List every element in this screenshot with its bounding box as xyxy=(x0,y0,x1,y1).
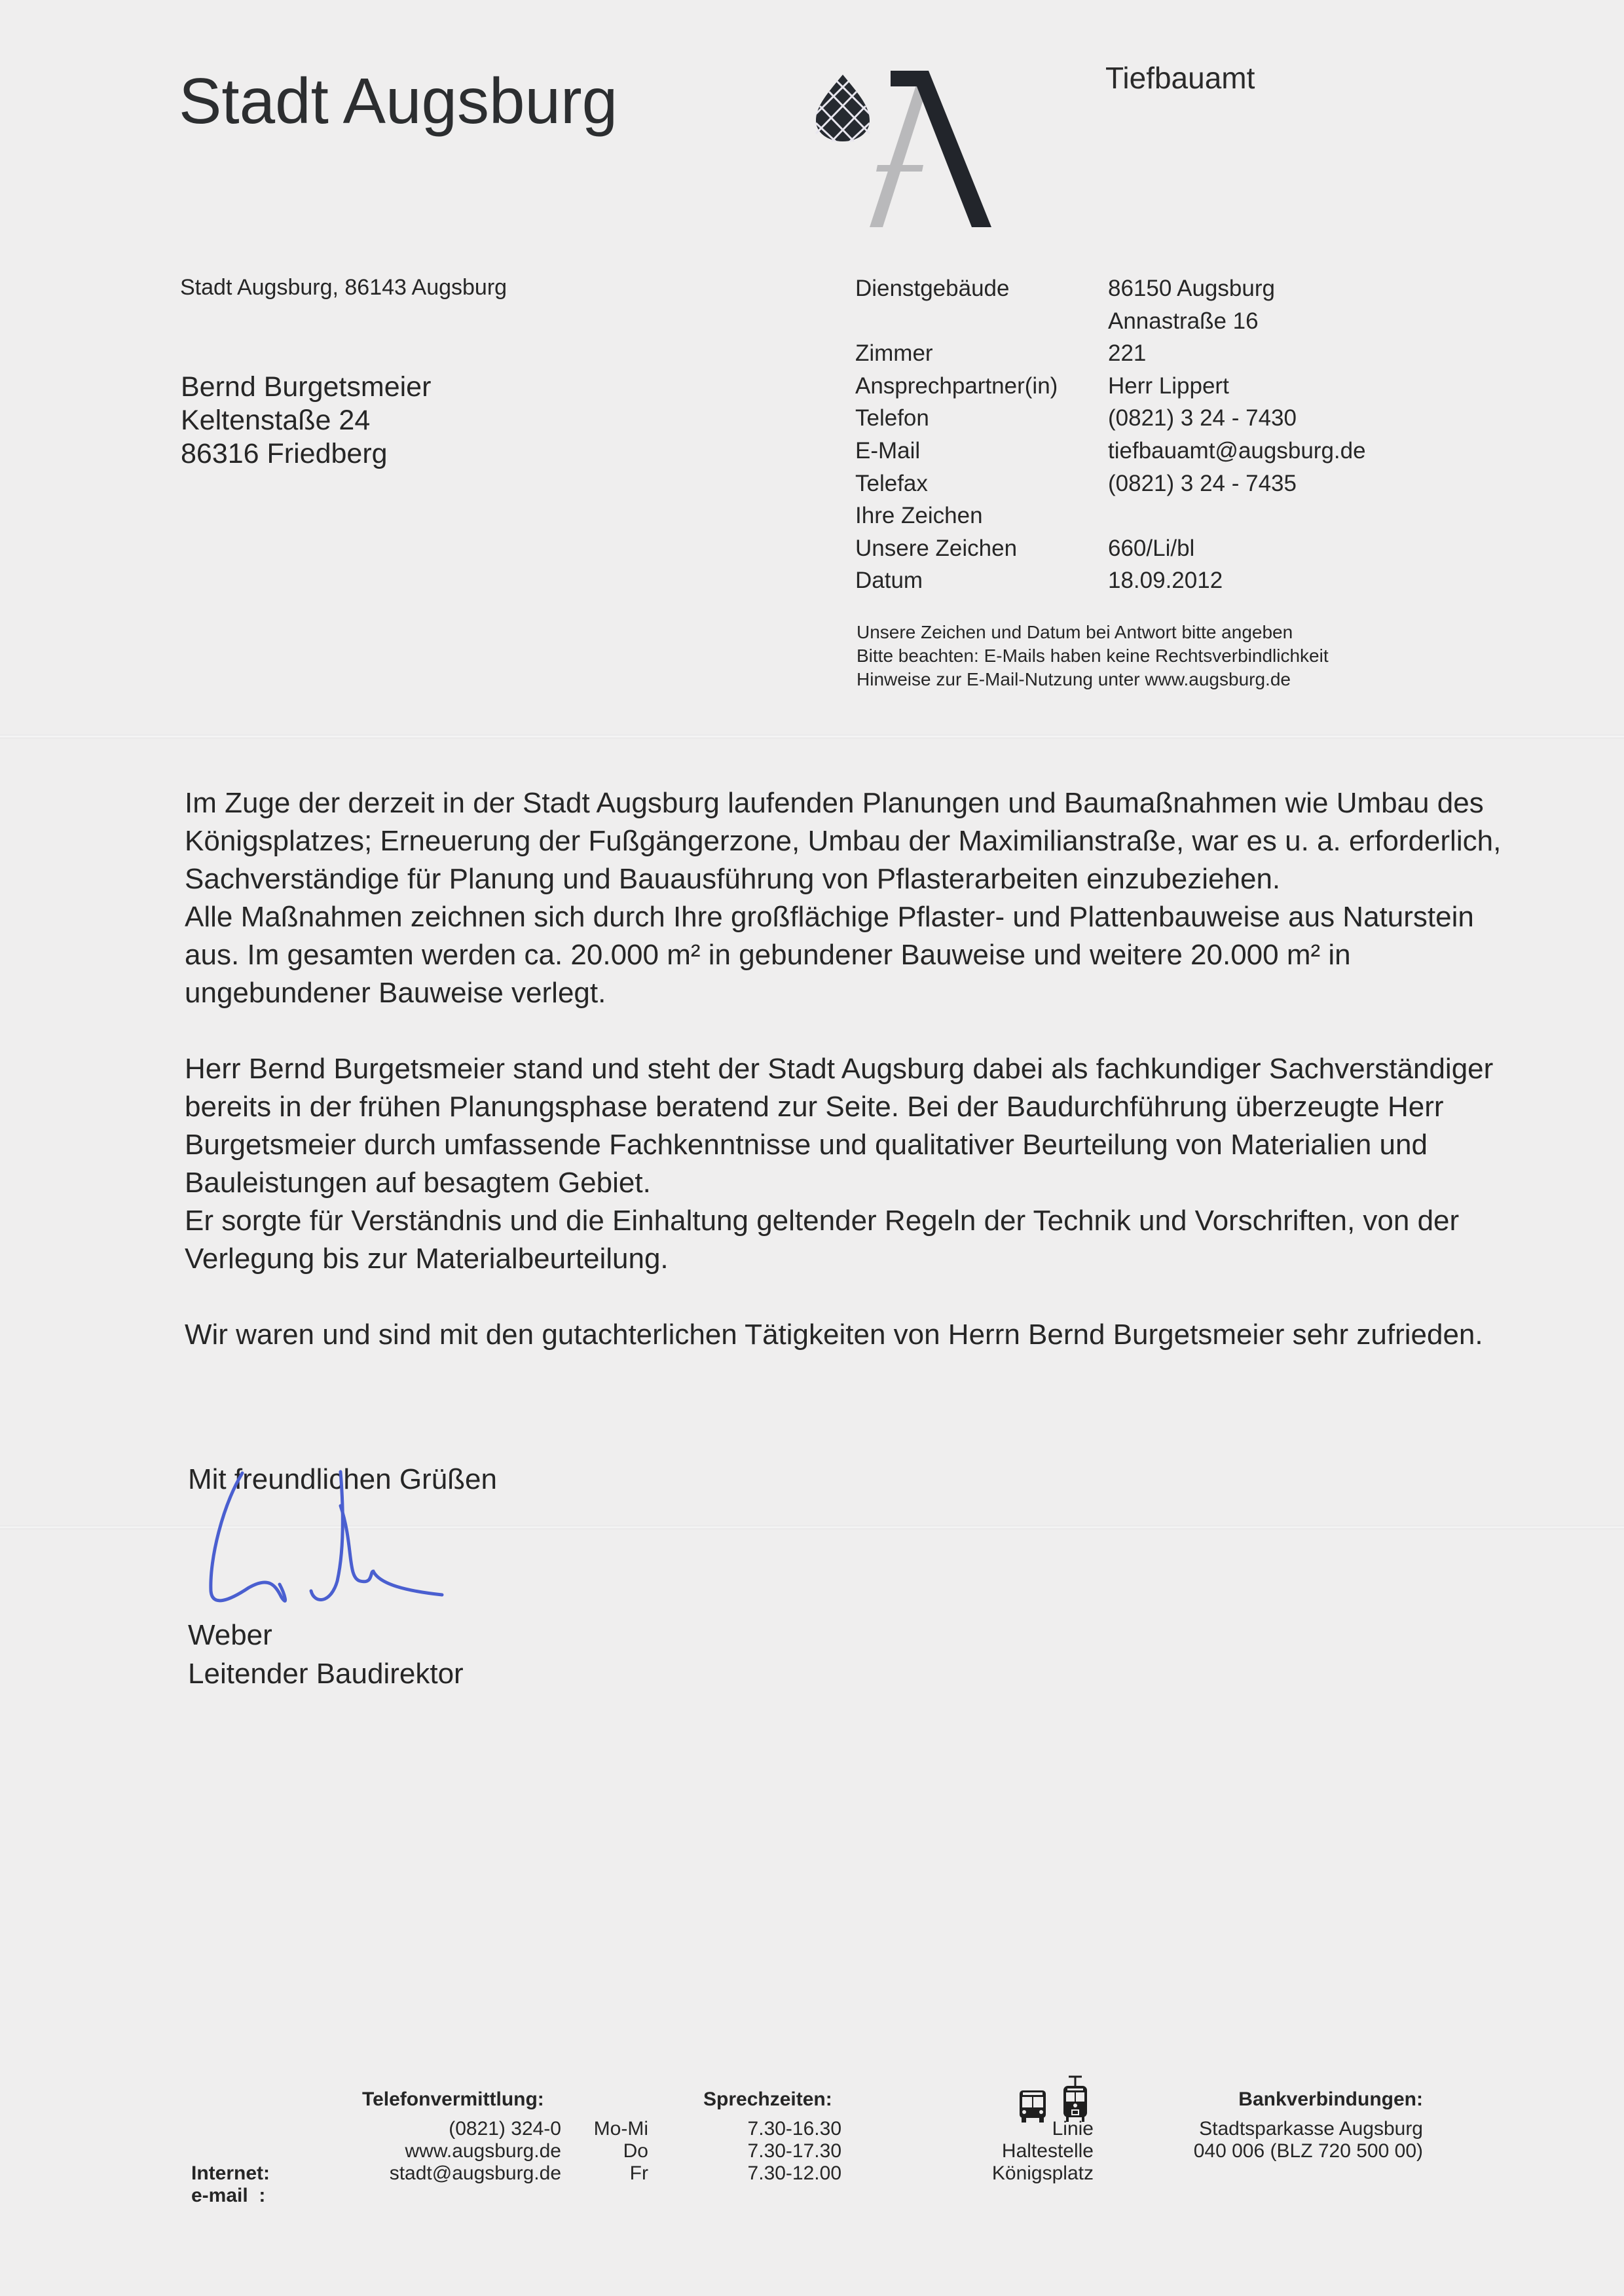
recipient-name: Bernd Burgetsmeier xyxy=(181,371,432,403)
city-name: Stadt Augsburg xyxy=(179,65,618,137)
sprechzeiten-heading: Sprechzeiten: xyxy=(703,2088,832,2110)
sender-return-address: Stadt Augsburg, 86143 Augsburg xyxy=(180,275,507,300)
recipient-city: 86316 Friedberg xyxy=(181,438,388,469)
footer-bank: Bankverbindungen: Stadtsparkasse Augsburg 040 006 (BLZ 720 500 00) xyxy=(1113,2088,1423,2162)
letter-body xyxy=(185,784,1534,1392)
closing-salutation: Mit freundlichen Grüßen xyxy=(188,1463,497,1495)
recipient-street: Keltenstaße 24 xyxy=(181,405,371,436)
info-row-room: Zimmer 221 xyxy=(855,340,1147,367)
info-row-contact: Ansprechpartner(in) Herr Lippert xyxy=(855,373,1229,399)
footer-contact-values xyxy=(341,2118,561,2185)
signer-name: Weber xyxy=(188,1619,272,1651)
email-link[interactable]: stadt@augsburg.de xyxy=(389,2162,561,2184)
signer-title: Leitender Baudirektor xyxy=(188,1658,464,1690)
footer-days: Mo-Mi Do Fr xyxy=(593,2118,648,2184)
footer-times: 7.30-16.30 7.30-17.30 7.30-12.00 xyxy=(747,2118,841,2184)
handwritten-signature xyxy=(196,1467,511,1620)
reference-info-block xyxy=(855,272,1366,597)
telefon-value: (0821) 324-0 xyxy=(449,2118,561,2140)
info-row-street: Annastraße 16 xyxy=(1108,308,1259,334)
bank-heading: Bankverbindungen: xyxy=(1238,2088,1423,2110)
footer-telefon xyxy=(362,2088,544,2111)
info-row-phone: Telefon (0821) 3 24 - 7430 xyxy=(855,405,1297,431)
info-row-your-ref: Ihre Zeichen xyxy=(855,503,983,529)
city-logo-letter xyxy=(851,67,1002,234)
body-paragraph-3: Wir waren und sind mit den gutachterlichen Tätigkeiten von Herrn Bernd Burgetsmeier sehr zufrieden. xyxy=(185,1319,1483,1351)
reply-notes: Unsere Zeichen und Datum bei Antwort bitte angeben Bitte beachten: E-Mails haben keine Rechtsverbindlichkeit Hinweise zur E-Mail-Nutzung unter www.augsburg.de xyxy=(857,622,1329,689)
telefon-heading: Telefonvermittlung: xyxy=(362,2088,544,2110)
internet-link[interactable]: www.augsburg.de xyxy=(405,2140,561,2162)
body-paragraph-1: Im Zuge der derzeit in der Stadt Augsburg laufenden Planungen und Baumaßnahmen wie Umbau des Königsplatzes; Erneuerung der Fußgängerzone, Umbau der Maximilianstraße, war es u. a. erforderlich, Sachverständige für Planung und Bauausführung von Pflasterarbeiten einzubeziehen. Alle Maßnahmen zeichnen sich durch Ihre großflächige Pflaster- und Plattenbauweise aus Naturstein aus. Im gesamten werden ca. 20.000 m² in gebundener Bauweise und weitere 20.000 m² in ungebundener Bauweise verlegt. xyxy=(185,787,1502,1009)
body-paragraph-2: Herr Bernd Burgetsmeier stand und steht der Stadt Augsburg dabei als fachkundiger Sachverständiger bereits in der frühen Planungsphase beratend zur Seite. Bei der Baudurchführung überzeugte Herr Burgetsmeier durch umfassende Fachkenntnisse und qualitativer Beurteilung von Materialien und Bauleistungen auf besagtem Gebiet. Er sorgte für Verständnis und die Einhaltung geltender Regeln der Technik und Vorschriften, von der Verlegung bis zur Materialbeurteilung. xyxy=(185,1053,1494,1275)
info-row-building: Dienstgebäude 86150 Augsburg xyxy=(855,276,1275,301)
info-row-fax: Telefax (0821) 3 24 - 7435 xyxy=(855,470,1297,496)
info-row-date: Datum 18.09.2012 xyxy=(855,568,1223,594)
paper-fold-line xyxy=(0,735,1624,738)
recipient-address xyxy=(181,371,431,471)
signer-block xyxy=(188,1616,464,1693)
info-row-our-ref: Unsere Zeichen 660/Li/bl xyxy=(855,535,1195,561)
info-row-email: E-Mail tiefbauamt@augsburg.de xyxy=(855,437,1366,464)
transit-stop-info: Linie Haltestelle Königsplatz xyxy=(991,2118,1094,2184)
department-name: Tiefbauamt xyxy=(1105,61,1255,95)
footer-labels: Internet: e-mail : xyxy=(191,2162,270,2206)
